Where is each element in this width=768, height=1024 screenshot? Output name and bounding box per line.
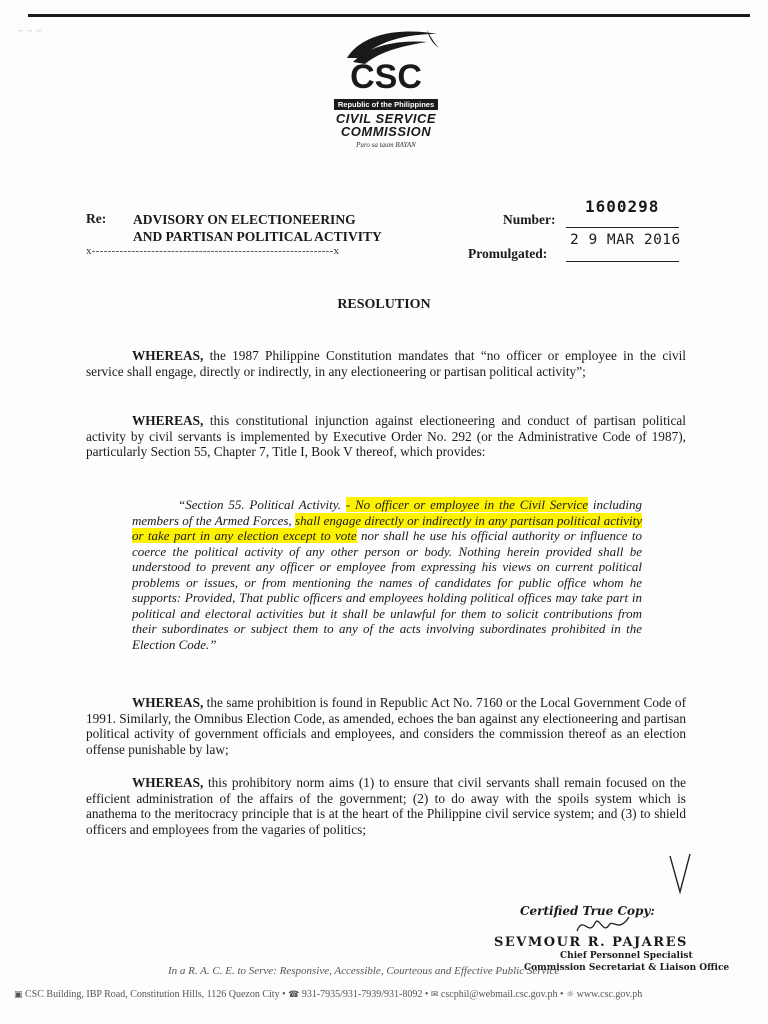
subject-title-line1: ADVISORY ON ELECTIONEERING — [133, 212, 356, 227]
logo-text: CSC — [350, 58, 422, 94]
paragraph-text: this constitutional injunction against electioneering and conduct of partisan political activity by civil servants is implemented by Executive Order No. 292 (or the Administrative Code of 1987), particularly Section 55, Chapter 7, Title I, Book V thereof, which provides: — [86, 413, 686, 459]
resolution-number: 1600298 — [585, 197, 660, 216]
highlighted-text: shall engage directly or indirectly in any partisan political activity or take part in any election except to vote — [132, 512, 642, 543]
re-label: Re: — [86, 211, 107, 226]
promulgated-underline — [566, 261, 679, 262]
csc-logo — [318, 28, 454, 160]
quoted-provision — [132, 497, 642, 652]
footer-email: cscphil@webmail.csc.gov.ph — [440, 989, 558, 1000]
whereas-lead: WHEREAS, — [132, 695, 204, 710]
top-rule — [28, 14, 750, 17]
building-icon: ▣ — [14, 990, 23, 1000]
subject-title-line2: AND PARTISAN POLITICAL ACTIVITY — [133, 229, 382, 244]
paragraph-text: this prohibitory norm aims (1) to ensure that civil servants shall remain focused on the efficient administration of the affairs of the government; (2) to do away with the spoils system which is anathema to the meritocracy principle that is at the heart of the Philippine civil service system; and (3) to shield officers and employees from the vagaries of politics; — [86, 775, 686, 837]
paragraph-text: the same prohibition is found in Republic Act No. 7160 or the Local Government Code of 1991. Similarly, the Omnibus Election Code, as amended, echoes the ban against any electioneering and partisan political activity of government officials and employees, and considers the commission thereof as an election offense punishable by law; — [86, 695, 686, 757]
number-label: Number: — [503, 212, 556, 227]
whereas-lead: WHEREAS, — [132, 775, 204, 790]
csc-swoosh-icon — [331, 28, 441, 94]
whereas-paragraph-2 — [86, 413, 686, 460]
footer-contact: ▣ CSC Building, IBP Road, Constitution Hills, 1126 Quezon City • ☎ 931-7935/931-7939/931-8092 • ✉ cscphil@webmail.csc.gov.ph • ☼ www.csc.gov.ph — [14, 989, 643, 1000]
whereas-paragraph-1 — [86, 348, 686, 379]
certified-true-copy-label: Certified True Copy: — [520, 904, 655, 918]
whereas-paragraph-4 — [86, 775, 686, 837]
service-tagline: In a R. A. C. E. to Serve: Responsive, Accessible, Courteous and Effective Public Service — [168, 965, 560, 977]
whereas-lead: WHEREAS, — [132, 413, 204, 428]
footer-phone: 931-7935/931-7939/931-8092 — [301, 989, 423, 1000]
globe-icon: ☼ — [566, 990, 575, 1000]
highlighted-text: - No officer or employee in the Civil Service — [345, 497, 589, 512]
promulgated-label: Promulgated: — [468, 246, 548, 261]
signer-office: Commission Secretariat & Liaison Office — [524, 963, 730, 973]
document-heading: RESOLUTION — [337, 297, 431, 312]
republic-label: Republic of the Philippines — [334, 99, 438, 110]
agency-motto: Puro sa taum BAYAN — [356, 141, 416, 149]
quote-text: including members of the Armed Forces, — [132, 497, 642, 528]
phone-icon: ☎ — [288, 990, 300, 1000]
agency-name-line2: COMMISSION — [340, 124, 432, 139]
subject-title — [133, 211, 382, 245]
quote-text: nor shall he use his official authority or influence to coerce the political activity of any other person or body. Nothing herein provided shall be understood to prevent any officer or employee from expressing his views on current political problems or issues, or from mentioning the names of candidates for public office whom he supports: Provided, That public officers and employees holding political offices may take part in political and electoral activities but it shall be unlawful for them to solicit contributions from their subordinates or subject them to any of the acts involving subordinates prohibited in the Election Code.” — [132, 528, 642, 652]
promulgated-date: 2 9 MAR 2016 — [570, 232, 681, 248]
check-mark-icon — [668, 852, 694, 898]
margin-scribble: ~ ~ ~ — [18, 26, 43, 36]
agency-name-line1: CIVIL SERVICE — [335, 111, 437, 126]
separator-line: x-------------------------------------------------------------x — [86, 245, 340, 257]
paragraph-text: the 1987 Philippine Constitution mandates that “no officer or employee in the civil service shall engage, directly or indirectly, in any electioneering or partisan political activity”; — [86, 348, 686, 379]
signer-name: SEVMOUR R. PAJARES — [494, 935, 688, 950]
email-icon: ✉ — [430, 990, 439, 1000]
whereas-paragraph-3 — [86, 695, 686, 757]
whereas-lead: WHEREAS, — [132, 348, 204, 363]
footer-address: CSC Building, IBP Road, Constitution Hills, 1126 Quezon City — [25, 989, 280, 1000]
signer-title: Chief Personnel Specialist — [560, 951, 693, 961]
quote-text: “Section 55. Political Activity. — [178, 497, 346, 512]
footer-website: www.csc.gov.ph — [576, 989, 643, 1000]
number-underline — [566, 227, 679, 228]
